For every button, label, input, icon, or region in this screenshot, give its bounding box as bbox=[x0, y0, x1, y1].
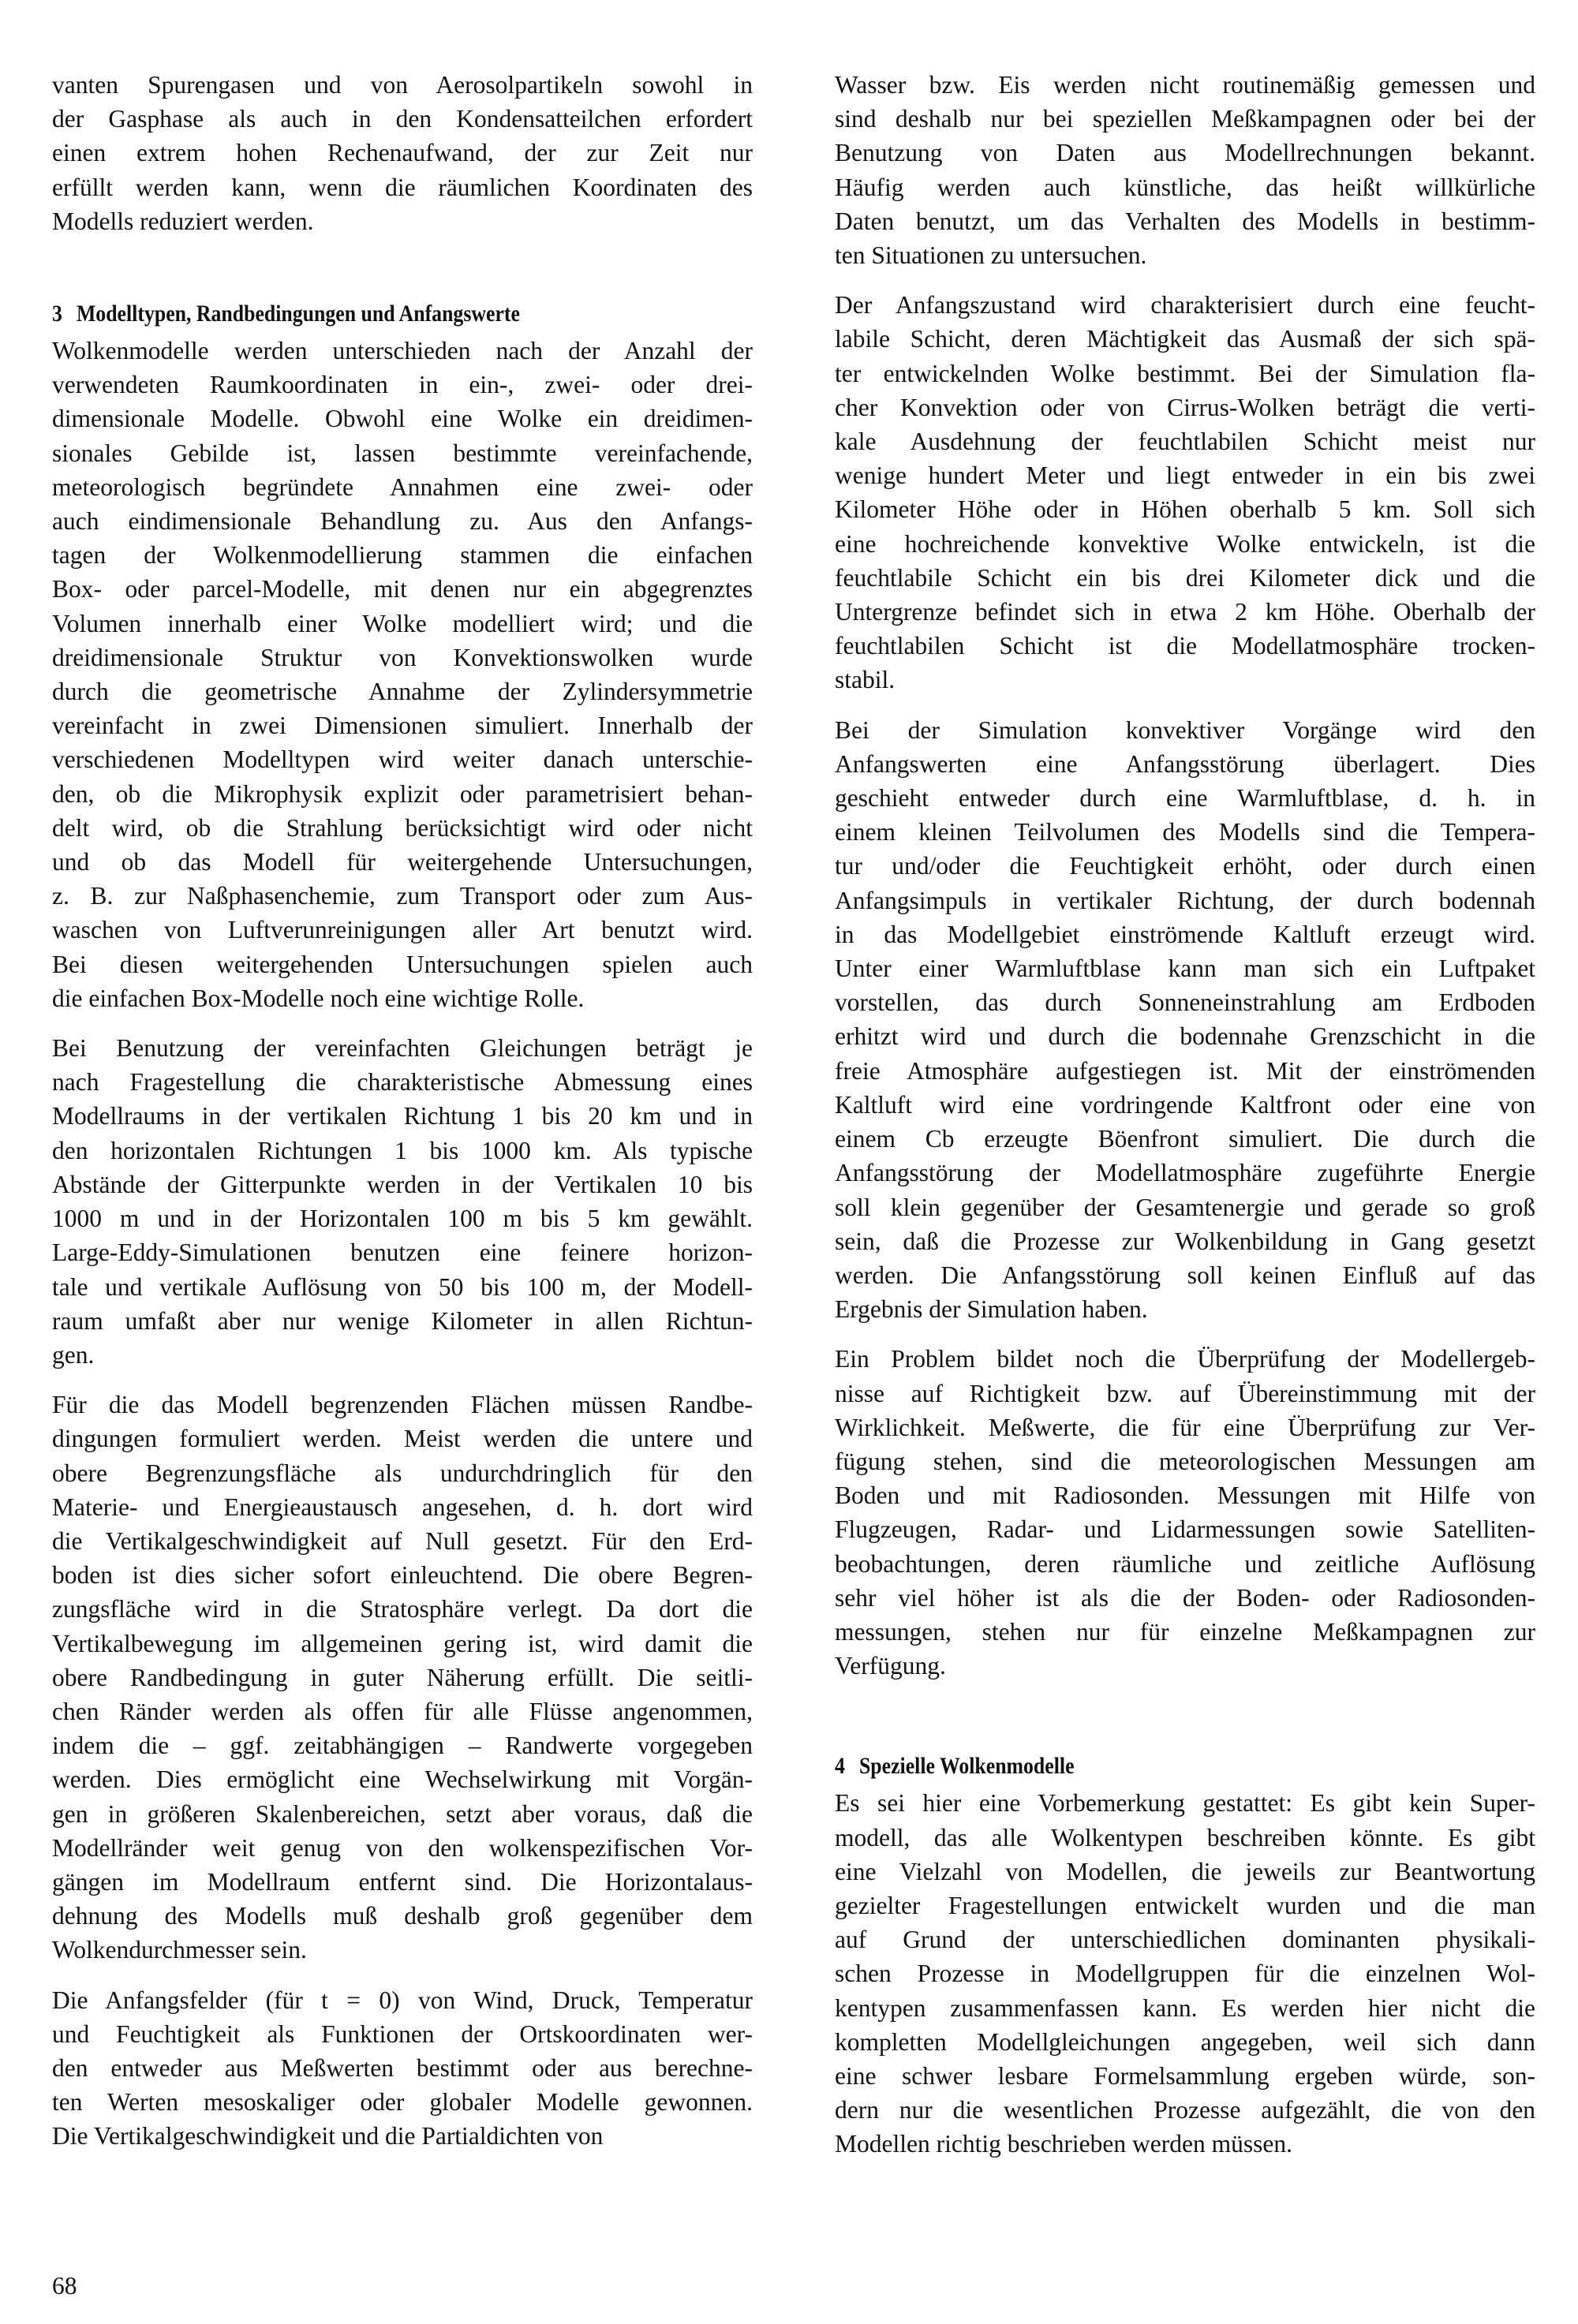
text-line: werden. Dies ermöglicht eine Wechselwirkung mit Vorgän- bbox=[52, 1765, 753, 1794]
text-line: kompletten Modellgleichungen angegeben, weil sich dann bbox=[835, 2027, 1535, 2056]
paragraph-special-models bbox=[835, 1786, 1535, 2161]
text-line: stabil. bbox=[835, 666, 896, 694]
paragraph-continuation-right bbox=[835, 68, 1535, 272]
text-line: Ein Problem bildet noch die Überprüfung der Modellergeb- bbox=[835, 1345, 1535, 1373]
paragraph-initial-perturbation bbox=[835, 713, 1535, 1327]
text-line: ter entwickelnden Wolke bestimmt. Bei der Simulation fla- bbox=[835, 359, 1535, 387]
text-line: eine Vielzahl von Modellen, die jeweils zur Beantwortung bbox=[835, 1857, 1535, 1885]
text-line: nach Fragestellung die charakteristische Abmessung eines bbox=[52, 1068, 753, 1097]
text-line: Die Anfangsfelder (für t = 0) von Wind, Druck, Temperatur bbox=[52, 1986, 753, 2014]
text-line: waschen von Luftverunreinigungen aller Art benutzt wird. bbox=[52, 916, 753, 944]
text-line: einem Cb erzeugte Böenfront simuliert. Die durch die bbox=[835, 1125, 1535, 1153]
text-line: wenige hundert Meter und liegt entweder in ein bis zwei bbox=[835, 461, 1535, 490]
text-line: Anfangswerten eine Anfangsstörung überlagert. Dies bbox=[835, 749, 1535, 778]
text-line: die einfachen Box-Modelle noch eine wichtige Rolle. bbox=[52, 984, 585, 1012]
text-line: gen in größeren Skalenbereichen, setzt aber voraus, daß die bbox=[52, 1799, 753, 1828]
section-number: 4 bbox=[835, 1753, 845, 1780]
paragraph-model-types bbox=[52, 334, 753, 1015]
text-line: chen Ränder werden als offen für alle Flüsse angenommen, bbox=[52, 1697, 753, 1725]
section-number: 3 bbox=[52, 301, 62, 327]
page-number: 68 bbox=[52, 2272, 77, 2300]
text-line: Boden und mit Radiosonden. Messungen mit Hilfe von bbox=[835, 1481, 1535, 1510]
text-line: gezielter Fragestellungen entwickelt wurden und die man bbox=[835, 1891, 1535, 1919]
text-line: Unter einer Warmluftblase kann man sich ein Luftpaket bbox=[835, 955, 1535, 983]
text-line: sind deshalb nur bei speziellen Meßkampagnen oder bei der bbox=[835, 105, 1535, 133]
text-line: den entweder aus Meßwerten bestimmt oder aus berechne- bbox=[52, 2053, 753, 2082]
text-line: meteorologisch begründete Annahmen eine zwei- oder bbox=[52, 473, 753, 501]
text-line: obere Begrenzungsfläche als undurchdringlich für den bbox=[52, 1459, 753, 1487]
paragraph-boundary-conditions bbox=[52, 1388, 753, 1967]
text-line: dreidimensionale Struktur von Konvektionswolken wurde bbox=[52, 643, 753, 671]
text-line: geschieht entweder durch eine Warmluftblase, d. h. in bbox=[835, 784, 1535, 813]
paragraph-continuation bbox=[52, 68, 753, 238]
text-line: nisse auf Richtigkeit bzw. auf Übereinstimmung mit der bbox=[835, 1379, 1535, 1407]
text-line: einen extrem hohen Rechenaufwand, der zur Zeit nur bbox=[52, 139, 753, 167]
text-line: Wolkenmodelle werden unterschieden nach der Anzahl der bbox=[52, 337, 753, 365]
text-line: ten Werten mesoskaliger oder globaler Modelle gewonnen. bbox=[52, 2088, 753, 2117]
text-line: erhitzt wird und durch die bodennahe Grenzschicht in die bbox=[835, 1022, 1535, 1051]
text-line: messungen, stehen nur für einzelne Meßkampagnen zur bbox=[835, 1617, 1535, 1646]
section-title: Modelltypen, Randbedingungen und Anfangswerte bbox=[76, 301, 520, 327]
text-line: Modellen richtig beschrieben werden müssen. bbox=[835, 2130, 1292, 2158]
text-line: auf Grund der unterschiedlichen dominanten physikali- bbox=[835, 1926, 1535, 1954]
text-line: verschiedenen Modelltypen wird weiter danach unterschie- bbox=[52, 745, 753, 774]
text-line: dimensionale Modelle. Obwohl eine Wolke ein dreidimen- bbox=[52, 405, 753, 433]
text-line: Bei Benutzung der vereinfachten Gleichungen beträgt je bbox=[52, 1034, 753, 1063]
left-column bbox=[52, 68, 753, 2154]
section-heading-3 bbox=[52, 297, 655, 331]
text-line: kale Ausdehnung der feuchtlabilen Schicht meist nur bbox=[835, 428, 1535, 456]
text-line: beobachtungen, deren räumliche und zeitliche Auflösung bbox=[835, 1549, 1535, 1578]
text-line: Ergebnis der Simulation haben. bbox=[835, 1295, 1148, 1324]
text-line: Bei diesen weitergehenden Untersuchungen spielen auch bbox=[52, 950, 753, 978]
text-line: sionales Gebilde ist, lassen bestimmte vereinfachende, bbox=[52, 439, 753, 467]
text-line: vereinfacht in zwei Dimensionen simuliert. Innerhalb der bbox=[52, 712, 753, 740]
section-title: Spezielle Wolkenmodelle bbox=[858, 1753, 1075, 1780]
text-line: 1000 m und in der Horizontalen 100 m bis 5 km gewählt. bbox=[52, 1205, 753, 1233]
text-line: der Gasphase als auch in den Kondensatteilchen erfordert bbox=[52, 105, 753, 133]
text-line: dern nur die wesentlichen Prozesse aufgezählt, die von den bbox=[835, 2096, 1535, 2124]
text-line: Kilometer Höhe oder in Höhen oberhalb 5 km. Soll sich bbox=[835, 495, 1535, 524]
text-line: feuchtlabile Schicht ein bis drei Kilometer dick und die bbox=[835, 563, 1535, 592]
text-line: verwendeten Raumkoordinaten in ein-, zwei- oder drei- bbox=[52, 371, 753, 399]
text-line: in das Modellgebiet einströmende Kaltluft erzeugt wird. bbox=[835, 920, 1535, 948]
text-line: auch eindimensionale Behandlung zu. Aus den Anfangs- bbox=[52, 507, 753, 536]
text-line: die Vertikalgeschwindigkeit auf Null gesetzt. Für den Erd- bbox=[52, 1526, 753, 1555]
text-line: sein, daß die Prozesse zur Wolkenbildung in Gang gesetzt bbox=[835, 1227, 1535, 1255]
text-line: Large-Eddy-Simulationen benutzen eine feinere horizon- bbox=[52, 1239, 753, 1267]
text-line: feuchtlabilen Schicht ist die Modellatmosphäre trocken- bbox=[835, 632, 1535, 660]
text-line: werden. Die Anfangsstörung soll keinen Einfluß auf das bbox=[835, 1261, 1535, 1289]
text-line: soll klein gegenüber der Gesamtenergie und gerade so groß bbox=[835, 1193, 1535, 1221]
text-line: zungsfläche wird in die Stratosphäre verlegt. Da dort die bbox=[52, 1595, 753, 1623]
paragraph-validation bbox=[835, 1342, 1535, 1683]
text-line: fügung stehen, sind die meteorologischen Messungen am bbox=[835, 1447, 1535, 1475]
text-line: Anfangsimpuls in vertikaler Richtung, der durch bodennah bbox=[835, 886, 1535, 914]
text-line: labile Schicht, deren Mächtigkeit das Ausmaß der sich spä- bbox=[835, 325, 1535, 353]
text-line: Daten benutzt, um das Verhalten des Modells in bestimm- bbox=[835, 207, 1535, 235]
text-line: Untergrenze befindet sich in etwa 2 km Höhe. Oberhalb der bbox=[835, 598, 1535, 626]
text-line: erfüllt werden kann, wenn die räumlichen Koordinaten des bbox=[52, 173, 753, 201]
text-line: Bei der Simulation konvektiver Vorgänge wird den bbox=[835, 716, 1535, 744]
text-line: raum umfaßt aber nur wenige Kilometer in allen Richtun- bbox=[52, 1306, 753, 1335]
text-line: indem die – ggf. zeitabhängigen – Randwerte vorgegeben bbox=[52, 1732, 753, 1760]
text-line: einem kleinen Teilvolumen des Modells sind die Tempera- bbox=[835, 818, 1535, 846]
text-line: dingungen formuliert werden. Meist werden die untere und bbox=[52, 1425, 753, 1453]
text-line: Die Vertikalgeschwindigkeit und die Partialdichten von bbox=[52, 2122, 604, 2150]
text-line: dehnung des Modells muß deshalb groß gegenüber dem bbox=[52, 1902, 753, 1930]
text-line: schen Prozesse in Modellgruppen für die einzelnen Wol- bbox=[835, 1960, 1535, 1988]
text-line: Für die das Modell begrenzenden Flächen müssen Randbe- bbox=[52, 1391, 753, 1419]
text-line: Anfangsstörung der Modellatmosphäre zugeführte Energie bbox=[835, 1159, 1535, 1187]
text-line: Wasser bzw. Eis werden nicht routinemäßig gemessen und bbox=[835, 71, 1535, 99]
text-line: obere Randbedingung in guter Näherung erfüllt. Die seitli- bbox=[52, 1663, 753, 1691]
text-line: Kaltluft wird eine vordringende Kaltfront oder eine von bbox=[835, 1090, 1535, 1119]
text-line: Materie- und Energieaustausch angesehen, d. h. dort wird bbox=[52, 1493, 753, 1521]
text-line: und ob das Modell für weitergehende Untersuchungen, bbox=[52, 848, 753, 876]
text-line: tale und vertikale Auflösung von 50 bis 100 m, der Modell- bbox=[52, 1272, 753, 1301]
text-line: gängen im Modellraum entfernt sind. Die Horizontalaus- bbox=[52, 1867, 753, 1896]
text-line: und Feuchtigkeit als Funktionen der Ortskoordinaten wer- bbox=[52, 2019, 753, 2048]
section-heading-4 bbox=[835, 1749, 1438, 1783]
text-line: z. B. zur Naßphasenchemie, zum Transport oder zum Aus- bbox=[52, 882, 753, 910]
text-line: cher Konvektion oder von Cirrus-Wolken beträgt die verti- bbox=[835, 393, 1535, 421]
text-line: gen. bbox=[52, 1340, 95, 1369]
text-line: Volumen innerhalb einer Wolke modelliert wird; und die bbox=[52, 609, 753, 637]
paragraph-dimensions bbox=[52, 1031, 753, 1372]
text-line: Benutzung von Daten aus Modellrechnungen bekannt. bbox=[835, 139, 1535, 167]
text-line: eine hochreichende konvektive Wolke entwickeln, ist die bbox=[835, 529, 1535, 558]
paragraph-initial-fields bbox=[52, 1983, 753, 2154]
text-line: den horizontalen Richtungen 1 bis 1000 km. Als typische bbox=[52, 1136, 753, 1164]
text-line: sehr viel höher ist als die der Boden- oder Radiosonden- bbox=[835, 1583, 1535, 1612]
text-line: Es sei hier eine Vorbemerkung gestattet: Es gibt kein Super- bbox=[835, 1789, 1535, 1818]
text-line: freie Atmosphäre aufgestiegen ist. Mit der einströmenden bbox=[835, 1056, 1535, 1085]
text-line: boden ist dies sicher sofort einleuchtend. Die obere Begren- bbox=[52, 1561, 753, 1590]
text-line: eine schwer lesbare Formelsammlung ergeben würde, son- bbox=[835, 2061, 1535, 2090]
paragraph-initial-state bbox=[835, 288, 1535, 697]
text-line: Der Anfangszustand wird charakterisiert durch eine feucht- bbox=[835, 291, 1535, 319]
text-line: vorstellen, das durch Sonneneinstrahlung am Erdboden bbox=[835, 988, 1535, 1017]
text-line: Verfügung. bbox=[835, 1652, 946, 1680]
text-line: modell, das alle Wolkentypen beschreiben könnte. Es gibt bbox=[835, 1823, 1535, 1851]
text-line: ten Situationen zu untersuchen. bbox=[835, 241, 1147, 270]
text-line: Modells reduziert werden. bbox=[52, 207, 314, 235]
text-line: den, ob die Mikrophysik explizit oder parametrisiert behan- bbox=[52, 779, 753, 808]
text-line: tagen der Wolkenmodellierung stammen die einfachen bbox=[52, 541, 753, 570]
text-line: Modellränder weit genug von den wolkenspezifischen Vor- bbox=[52, 1833, 753, 1862]
text-line: Vertikalbewegung im allgemeinen gering ist, wird damit die bbox=[52, 1629, 753, 1657]
text-line: Wirklichkeit. Meßwerte, die für eine Überprüfung zur Ver- bbox=[835, 1413, 1535, 1441]
text-line: Box- oder parcel-Modelle, mit denen nur ein abgegrenztes bbox=[52, 575, 753, 603]
right-column bbox=[835, 68, 1535, 2161]
text-line: vanten Spurengasen und von Aerosolpartikeln sowohl in bbox=[52, 71, 753, 99]
text-line: Modellraums in der vertikalen Richtung 1 bis 20 km und in bbox=[52, 1102, 753, 1130]
text-line: tur und/oder die Feuchtigkeit erhöht, oder durch einen bbox=[835, 852, 1535, 880]
text-line: Abstände der Gitterpunkte werden in der Vertikalen 10 bis bbox=[52, 1170, 753, 1198]
text-line: kentypen zusammenfassen kann. Es werden hier nicht die bbox=[835, 1993, 1535, 2022]
text-line: Häufig werden auch künstliche, das heißt willkürliche bbox=[835, 173, 1535, 201]
text-line: Flugzeugen, Radar- und Lidarmessungen sowie Satelliten- bbox=[835, 1515, 1535, 1544]
text-line: durch die geometrische Annahme der Zylindersymmetrie bbox=[52, 678, 753, 706]
text-line: Wolkendurchmesser sein. bbox=[52, 1936, 307, 1964]
text-line: delt wird, ob die Strahlung berücksichtigt wird oder nicht bbox=[52, 813, 753, 842]
